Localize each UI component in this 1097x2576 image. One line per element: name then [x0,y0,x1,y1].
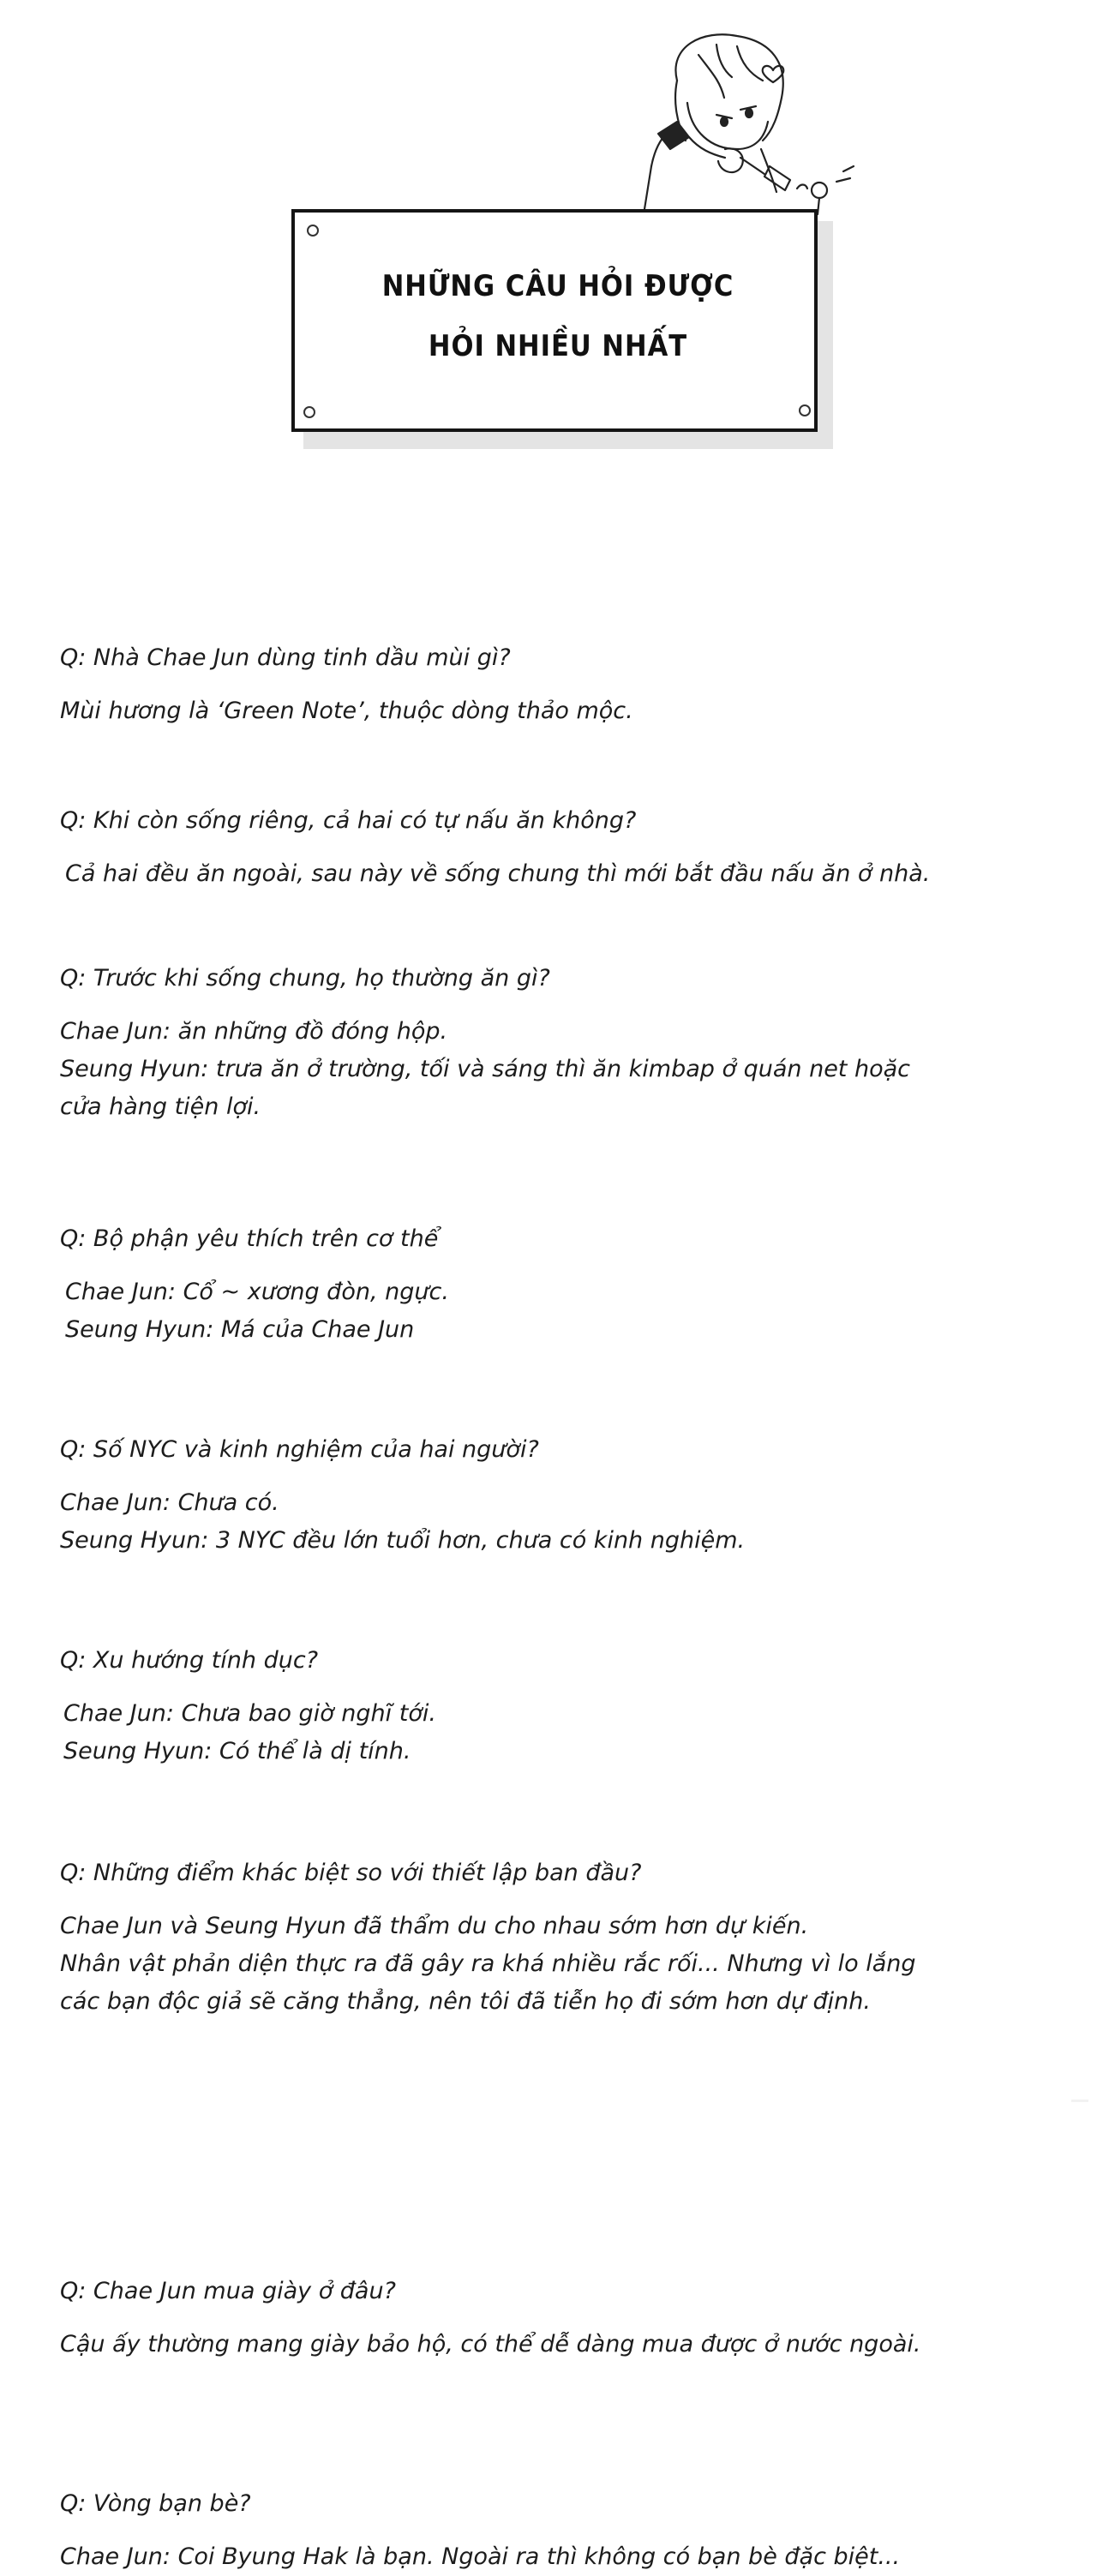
edge-mark [1071,2100,1088,2102]
faq-answer-line: Seung Hyun: Má của Chae Jun [65,1316,415,1343]
faq-answer-line: Nhân vật phản diện thực ra đã gây ra khá nhiều rắc rối... Nhưng vì lo lắng [60,1950,916,1977]
faq-item-9 [60,2485,1020,2576]
faq-answer-line: Chae Jun và Seung Hyun đã thẩm du cho nhau sớm hơn dự kiến. [60,1913,809,1939]
faq-answer-line: Chae Jun: Chưa bao giờ nghĩ tới. [63,1700,436,1727]
faq-answer-line: cửa hàng tiện lợi. [60,1093,261,1120]
faq-answer-line: Chae Jun: ăn những đồ đóng hộp. [60,1018,448,1045]
faq-answer-line: Cậu ấy thường mang giày bảo hộ, có thể dễ dàng mua được ở nước ngoài. [60,2331,921,2357]
faq-answer-line: Seung Hyun: 3 NYC đều lớn tuổi hơn, chưa có kinh nghiệm. [60,1527,746,1554]
title-line-2: HỎI NHIỀU NHẤT [428,329,688,363]
faq-item-5 [60,1431,1020,1560]
faq-question: Q: Số NYC và kinh nghiệm của hai người? [60,1436,539,1463]
faq-question: Q: Xu hướng tính dục? [60,1647,319,1674]
faq-question: Q: Chae Jun mua giày ở đâu? [60,2278,396,2304]
faq-answer-line: Chae Jun: Cổ ~ xương đòn, ngực. [65,1279,449,1305]
faq-answer-line: Seung Hyun: trưa ăn ở trường, tối và sáng thì ăn kimbap ở quán net hoặc [60,1056,910,1082]
faq-answer-line: Mùi hương là ‘Green Note’, thuộc dòng thảo mộc. [60,698,633,724]
board-hole-bottom-right [799,404,811,416]
faq-item-7 [60,1854,1020,2021]
faq-question: Q: Những điểm khác biệt so với thiết lập ban đầu? [60,1860,642,1886]
faq-item-1 [60,639,1020,730]
faq-item-3 [60,960,1020,1126]
board-hole-bottom-left [303,406,315,418]
faq-answer-line: Cả hai đều ăn ngoài, sau này về sống chung thì mới bắt đầu nấu ăn ở nhà. [65,860,931,887]
faq-question: Q: Trước khi sống chung, họ thường ăn gì? [60,965,550,991]
board-hole-top-left [307,225,319,237]
faq-answer-line: Seung Hyun: Có thể là dị tính. [63,1738,411,1764]
faq-question: Q: Nhà Chae Jun dùng tinh dầu mùi gì? [60,644,511,671]
faq-item-6 [60,1642,1020,1770]
title-board [291,209,823,440]
faq-answer-line: Chae Jun: Coi Byung Hak là bạn. Ngoài ra thì không có bạn bè đặc biệt... [60,2543,901,2570]
faq-item-4 [60,1220,1020,1349]
title-line-1: NHỮNG CÂU HỎI ĐƯỢC [381,269,734,303]
title-board-frame [291,209,818,432]
faq-item-8 [60,2273,1020,2363]
faq-item-2 [60,802,1020,893]
faq-question: Q: Khi còn sống riêng, cả hai có tự nấu ăn không? [60,807,637,834]
faq-answer-line: các bạn độc giả sẽ căng thẳng, nên tôi đã tiễn họ đi sớm hơn dự định. [60,1988,871,2015]
faq-question: Q: Vòng bạn bè? [60,2490,251,2517]
faq-question: Q: Bộ phận yêu thích trên cơ thể [60,1225,439,1252]
character-illustration [548,21,874,226]
faq-answer-line: Chae Jun: Chưa có. [60,1489,279,1516]
character-drawing [548,21,874,226]
